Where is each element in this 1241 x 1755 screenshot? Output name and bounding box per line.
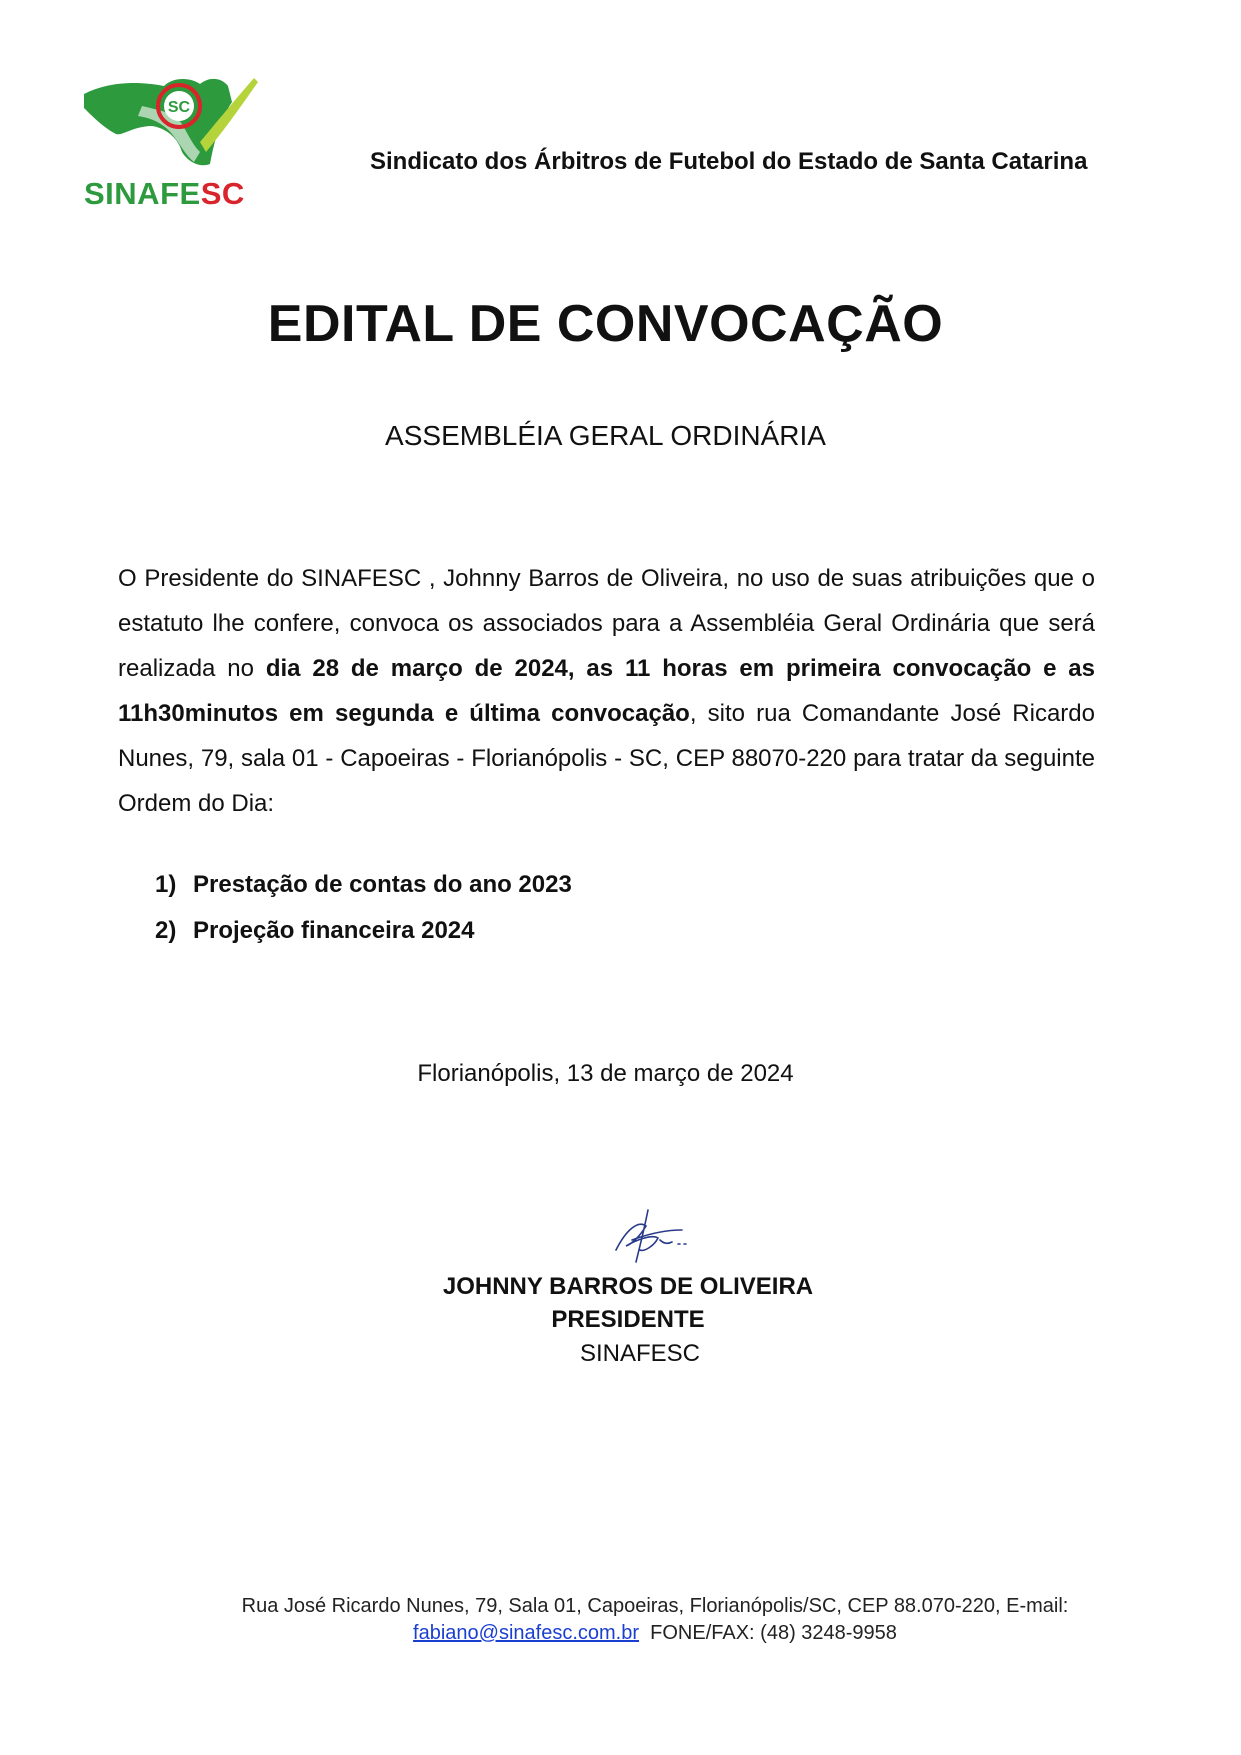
document-title: EDITAL DE CONVOCAÇÃO — [267, 295, 944, 353]
body-text-bold: dia 28 de março de 2024, as 11 horas em primeira convocação e as 11h30minutos em segunda e última convocação — [118, 655, 1095, 727]
agenda-item — [155, 862, 572, 908]
footer — [190, 1593, 1120, 1647]
agenda-item-number: 2) — [155, 917, 177, 944]
logo-wordmark — [84, 176, 245, 212]
place-and-date: Florianópolis, 13 de março de 2024 — [417, 1060, 794, 1087]
logo-wordmark-green: SINAFE — [84, 176, 201, 211]
logo-wordmark-red: SC — [200, 176, 245, 211]
agenda-item-number: 1) — [155, 871, 177, 898]
santa-catarina-map-icon — [82, 72, 262, 182]
body-text-part1: O Presidente do SINAFESC , Johnny Barros de Oliveira, no uso de suas atribuições que o estatuto lhe confere, convoca os associados para a Assembléia Geral Ordinária que será realizada no — [118, 565, 1095, 682]
agenda-item-text: Prestação de contas do ano 2023 — [193, 871, 572, 898]
signer-name: JOHNNY BARROS DE OLIVEIRA — [442, 1273, 814, 1300]
signer-organization: SINAFESC — [579, 1340, 701, 1367]
signer-role: PRESIDENTE — [551, 1306, 705, 1333]
sinafesc-logo — [82, 72, 262, 222]
agenda-item — [155, 908, 572, 954]
footer-address: Rua José Ricardo Nunes, 79, Sala 01, Capoeiras, Florianópolis/SC, CEP 88.070-220, E-mail: — [241, 1595, 1069, 1617]
organization-name: Sindicato dos Árbitros de Futebol do Estado de Santa Catarina — [370, 148, 1088, 175]
document-subtitle: ASSEMBLÉIA GERAL ORDINÁRIA — [385, 420, 826, 451]
email-link[interactable]: fabiano@sinafesc.com.br — [413, 1622, 640, 1644]
agenda-list — [155, 862, 572, 954]
handwritten-signature — [596, 1200, 696, 1275]
footer-contact — [190, 1620, 1120, 1647]
logo-badge: SC — [167, 99, 191, 116]
footer-phone: FONE/FAX: (48) 3248-9958 — [650, 1622, 897, 1644]
body-text-part2: , sito rua Comandante José Ricardo Nunes, 79, sala 01 - Capoeiras - Florianópolis - SC, CEP 88070-220 para tratar da seguinte Ordem do Dia: — [118, 700, 1095, 817]
convocation-body — [118, 556, 1095, 826]
agenda-item-text: Projeção financeira 2024 — [193, 917, 475, 944]
